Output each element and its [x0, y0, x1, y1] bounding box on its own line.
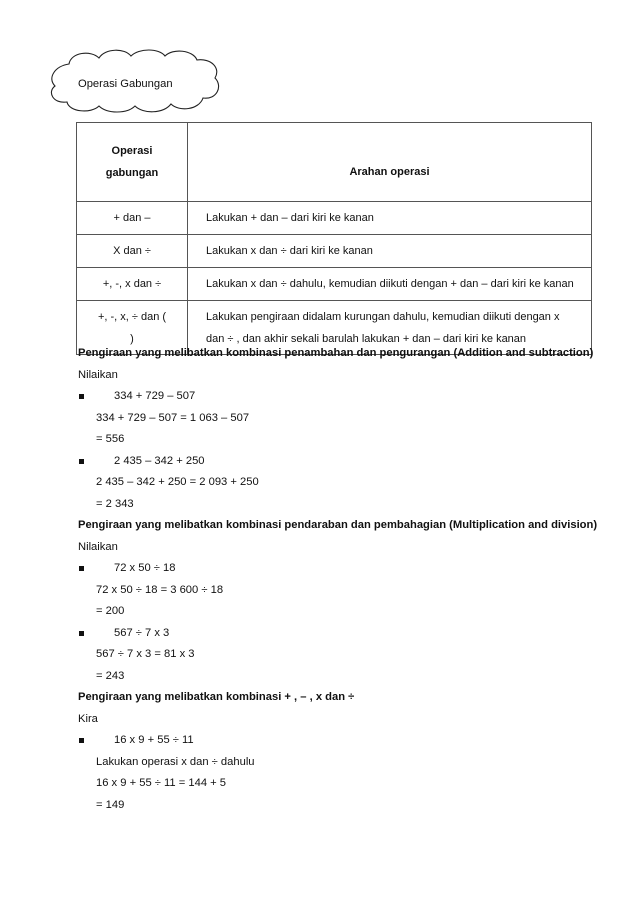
working-step: = 243	[96, 669, 125, 682]
question-text: 567 ÷ 7 x 3	[114, 626, 170, 639]
table-cell-desc: Lakukan x dan ÷ dari kiri ke kanan	[188, 235, 592, 268]
document-body	[78, 343, 598, 816]
bullet-square-icon	[79, 738, 84, 743]
desc-line2: dan ÷ , dan akhir sekali barulah lakukan + dan – dari kiri ke kanan	[206, 332, 527, 345]
working-step: 2 435 – 342 + 250 = 2 093 + 250	[96, 476, 259, 488]
section-heading: Pengiraan yang melibatkan kombinasi penambahan dan pengurangan (Addition and subtraction)	[78, 347, 594, 359]
bullet-square-icon	[79, 459, 84, 464]
table-header-row	[77, 123, 592, 202]
header-operasi-gabungan	[77, 123, 188, 202]
callout-title: Operasi Gabungan	[78, 78, 173, 90]
working-step: 334 + 729 – 507 = 1 063 – 507	[96, 411, 250, 424]
list-item	[78, 558, 578, 580]
table-cell-op: +, -, x dan ÷	[77, 268, 188, 301]
bullet-square-icon	[79, 394, 84, 399]
working-step: = 2 343	[96, 497, 134, 510]
header-col1-line1: Operasi	[111, 145, 153, 157]
table-cell-desc: Lakukan x dan ÷ dahulu, kemudian diikuti dengan + dan – dari kiri ke kanan	[188, 268, 592, 301]
list-item	[78, 730, 578, 752]
table-cell-op: X dan ÷	[77, 235, 188, 268]
bullet-square-icon	[79, 631, 84, 636]
working-step: = 149	[96, 798, 125, 811]
section-heading: Pengiraan yang melibatkan kombinasi pendaraban dan pembahagian (Multiplication and division)	[78, 519, 598, 531]
question-text: 334 + 729 – 507	[114, 390, 196, 402]
bullet-square-icon	[79, 566, 84, 571]
question-text: 16 x 9 + 55 ÷ 11	[114, 734, 194, 746]
section-instruction: Kira	[78, 712, 98, 725]
list-item	[78, 386, 578, 408]
table-row	[77, 202, 592, 235]
question-text: 2 435 – 342 + 250	[114, 454, 205, 467]
working-step: Lakukan operasi x dan ÷ dahulu	[96, 755, 255, 768]
question-text: 72 x 50 ÷ 18	[114, 562, 176, 574]
operations-table	[76, 122, 592, 355]
op-line1: +, -, x, ÷ dan (	[97, 310, 167, 323]
table-cell-op: + dan –	[77, 202, 188, 235]
table-row	[77, 235, 592, 268]
table-row	[77, 268, 592, 301]
working-step: 72 x 50 ÷ 18 = 3 600 ÷ 18	[96, 583, 224, 596]
table-cell-desc: Lakukan + dan – dari kiri ke kanan	[188, 202, 592, 235]
op-line2: )	[130, 332, 134, 345]
list-item	[78, 451, 578, 473]
working-step: = 556	[96, 433, 125, 445]
header-arahan-operasi: Arahan operasi	[188, 123, 592, 202]
list-item	[78, 623, 578, 645]
header-col1-line2: gabungan	[105, 167, 159, 179]
working-step: 16 x 9 + 55 ÷ 11 = 144 + 5	[96, 777, 227, 789]
section-instruction: Nilaikan	[78, 540, 118, 553]
section-instruction: Nilaikan	[78, 368, 118, 381]
desc-line1: Lakukan pengiraan didalam kurungan dahulu, kemudian diikuti dengan x	[206, 310, 560, 323]
section-heading: Pengiraan yang melibatkan kombinasi + , – , x dan ÷	[78, 691, 355, 703]
working-step: 567 ÷ 7 x 3 = 81 x 3	[96, 648, 195, 660]
working-step: = 200	[96, 605, 125, 617]
